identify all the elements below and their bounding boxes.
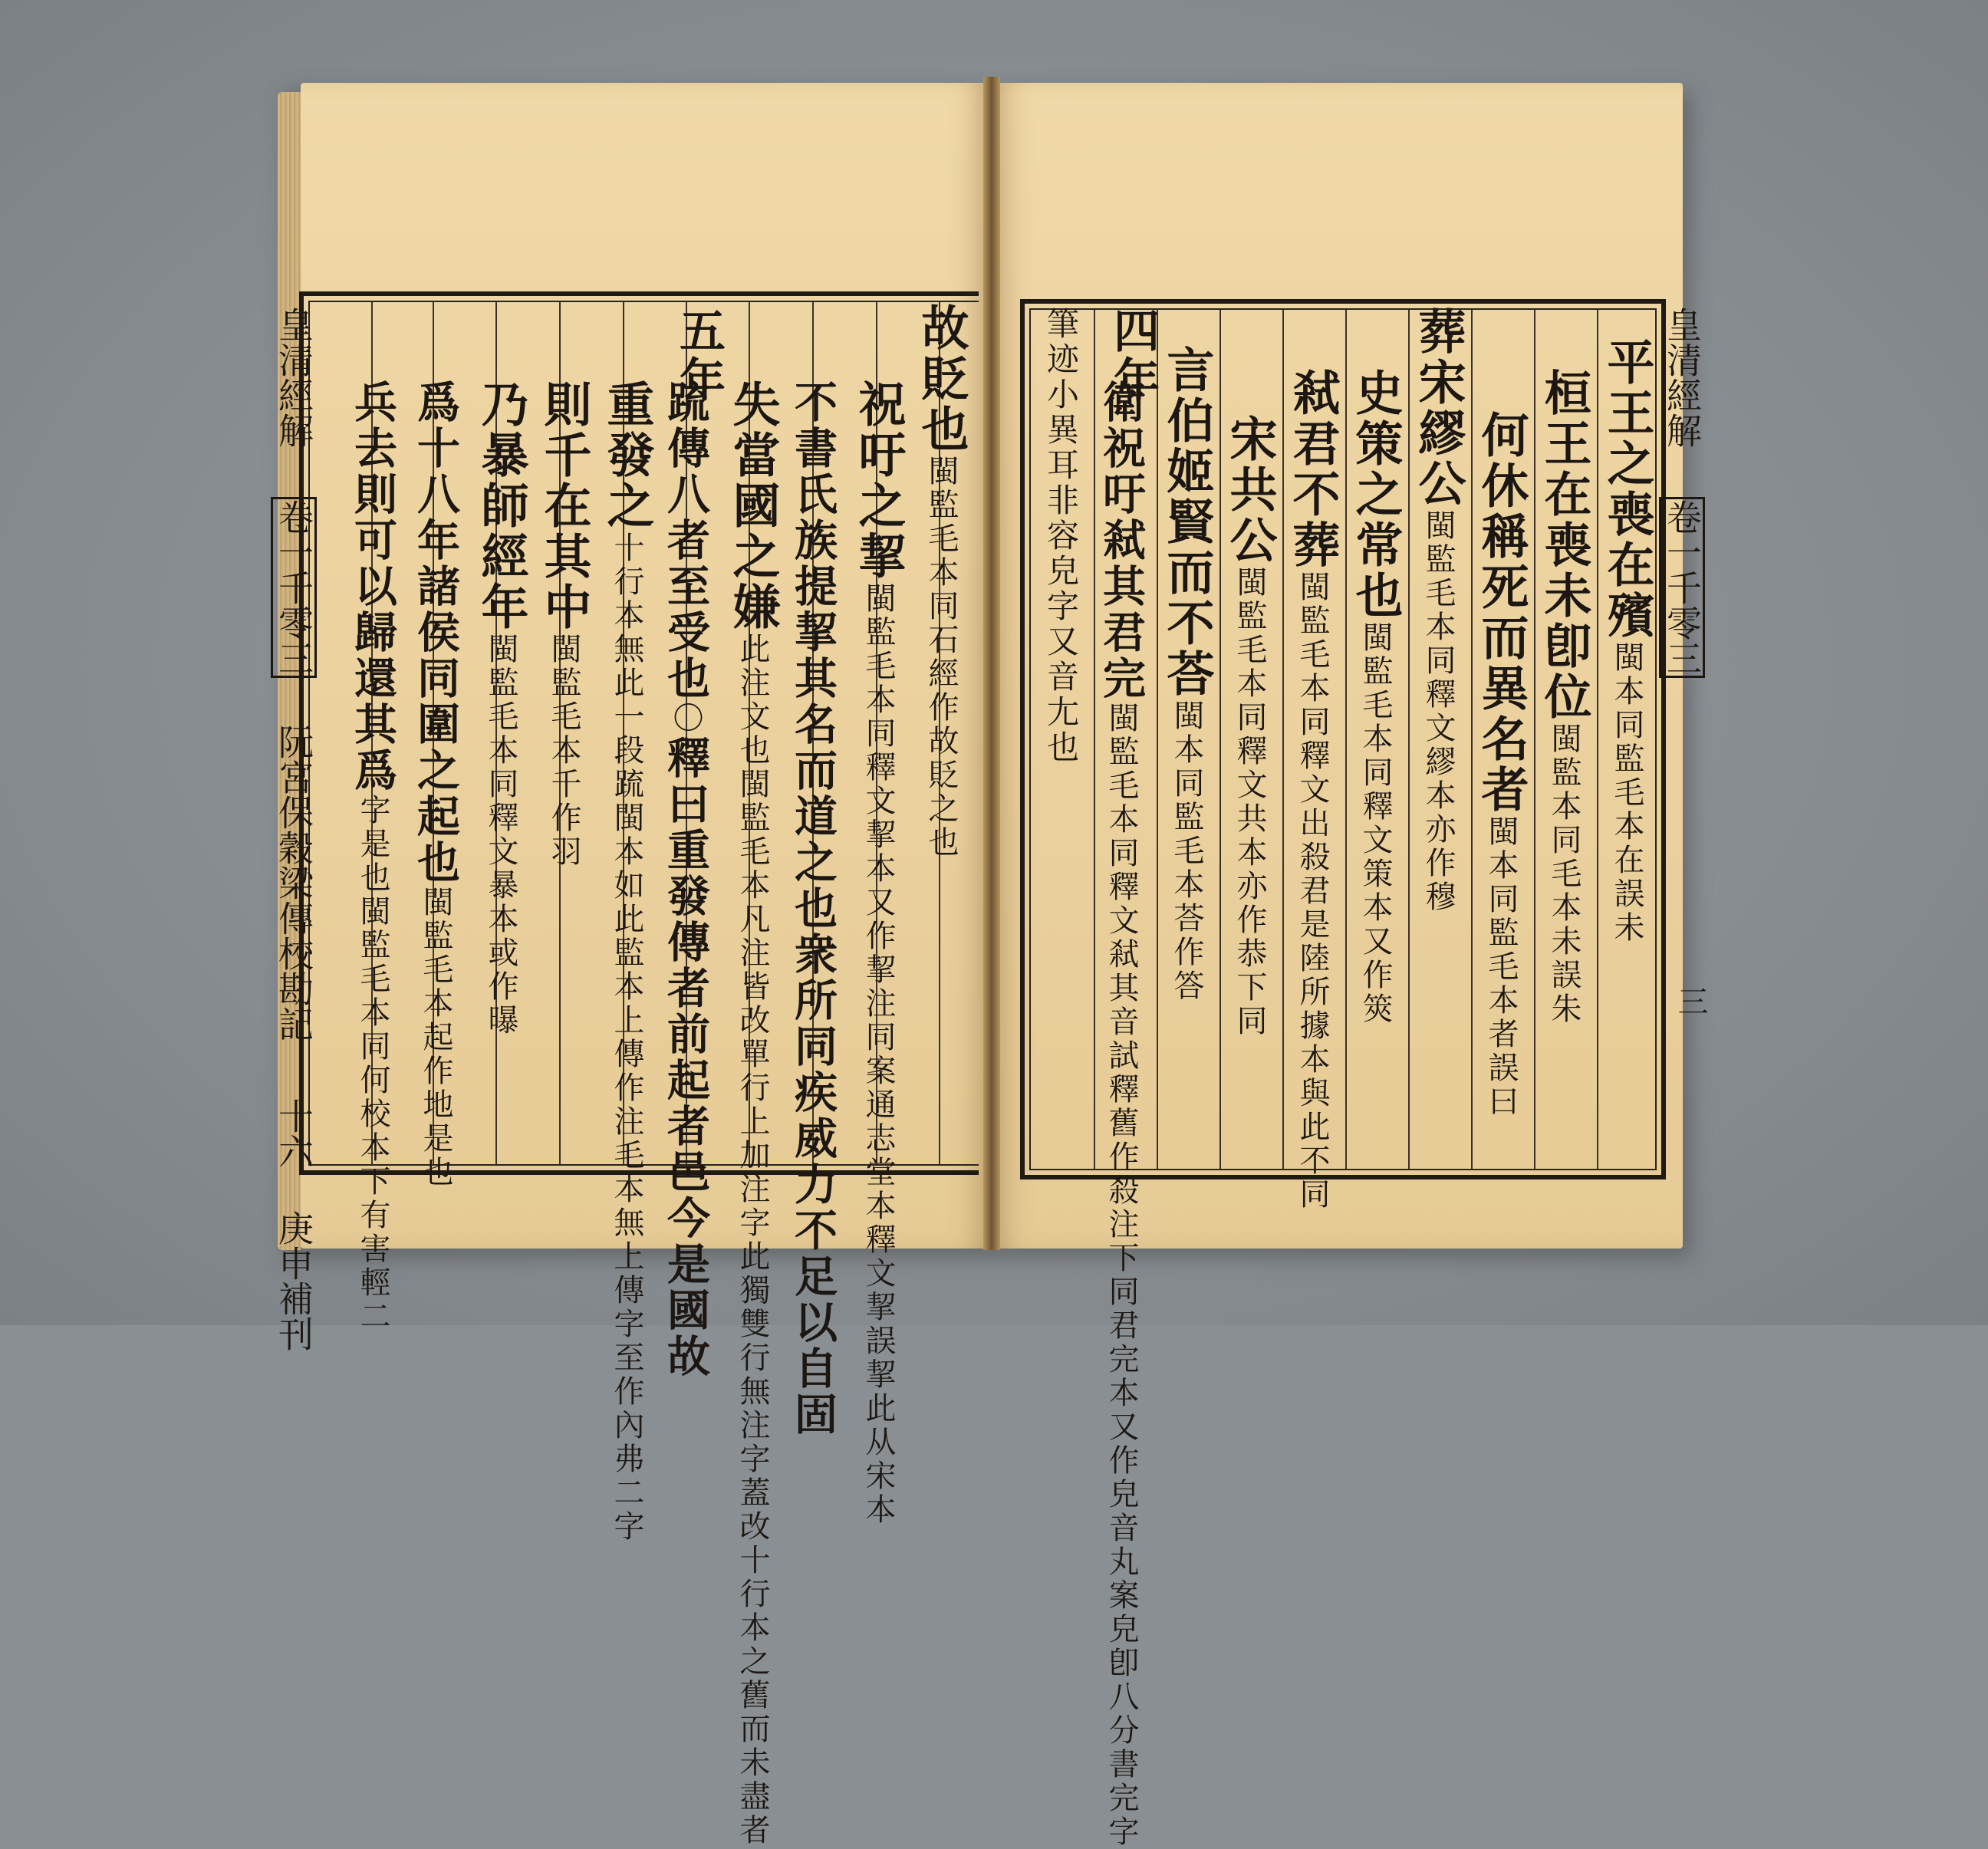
text-column: 平王之喪在殯閩本同監毛本在誤未 <box>1599 337 1655 945</box>
column-rule <box>1219 310 1221 1169</box>
volume-label: 卷一千零三 <box>1659 497 1705 678</box>
book-title: 皇清經解 <box>1661 307 1703 448</box>
chapter-title: 阮宮保穀梁傳校勘記 <box>273 724 314 1041</box>
text-column: 葬宋繆公閩監毛本同釋文繆本亦作穆 <box>1410 307 1466 914</box>
text-column: 不書氏族提挈其名而道之也衆所同疾威力不足以自固 <box>788 380 838 1438</box>
text-column: 言伯姬賢而不荅閩本同監毛本荅作答 <box>1159 345 1215 1003</box>
text-column: 弒君不葬閩監毛本同釋文出殺君是陸所據本與此不同 <box>1285 368 1341 1212</box>
text-column: 故貶也閩監毛本同石經作故貶之也 <box>913 303 969 860</box>
text-column: 何休稱死而異名者閩本同監毛本者誤曰 <box>1473 410 1529 1119</box>
column-rule <box>1534 310 1535 1169</box>
text-column: 重發之十行本無此一段䟽閩本如此監本上傳作注毛本無上傳字至作內弗二字 <box>599 380 655 1544</box>
column-rule <box>1282 310 1284 1169</box>
text-column: 史策之常也閩監毛本同釋文策本又作筴 <box>1348 368 1404 1026</box>
text-column: 宋共公閩監毛本同釋文共本亦作恭下同 <box>1222 414 1278 1038</box>
text-column: 䟽傳八者至受也〇釋曰重發傳者前起者邑今是國故 <box>660 380 711 1380</box>
column-rule <box>1597 310 1598 1169</box>
text-column: 失當國之嫌此注文也閩監毛本凡注皆改單行上加注字此獨雙行無注字蓋改十行本之舊而未盡者 <box>725 380 781 1847</box>
column-rule <box>1345 310 1347 1169</box>
volume-label: 卷一千零三 <box>271 497 317 678</box>
book-title: 皇清經解 <box>273 307 314 448</box>
page-number: 十六 <box>273 1098 314 1169</box>
text-column: 桓王在喪未卽位閩監本同毛本未誤朱 <box>1536 368 1592 1026</box>
text-column: 祝吁之挈閩監毛本同釋文挈本又作挈注同案通志堂本釋文挈誤挈此从宋本 <box>851 380 907 1527</box>
text-column: 四年 <box>1106 307 1160 405</box>
right-title-strip <box>1661 307 1703 678</box>
text-column: 五年 <box>672 307 726 405</box>
reprint-note: 庚申補刊 <box>273 1210 314 1351</box>
text-column: 則千在其中閩監毛本千作羽 <box>536 380 592 869</box>
page-number: 三 <box>1673 985 1708 1016</box>
column-rule <box>1094 310 1095 1169</box>
text-column: 爲十八年諸侯同圍之起也閩監毛本起作地是也 <box>410 380 461 1189</box>
text-column: 衛祝吁弒其君完閩監毛本同釋文弒其音試釋舊作殺注下同君完本又作皃音丸案皃卽八分書完字 <box>1096 380 1147 1849</box>
left-title-strip <box>273 307 314 1351</box>
column-rule <box>1157 310 1158 1169</box>
text-column: 兵去則可以歸還其爲字是也閩監毛本同何校本下有害輕二 <box>347 380 398 1334</box>
text-column: 筆迹小異耳非容皃字又音尢也 <box>1042 307 1080 765</box>
text-column: 乃暴師經年閩監毛本同釋文暴本或作曝 <box>473 380 529 1038</box>
column-rule <box>1408 310 1410 1169</box>
column-rule <box>1471 310 1473 1169</box>
book-gutter <box>983 77 1000 1250</box>
